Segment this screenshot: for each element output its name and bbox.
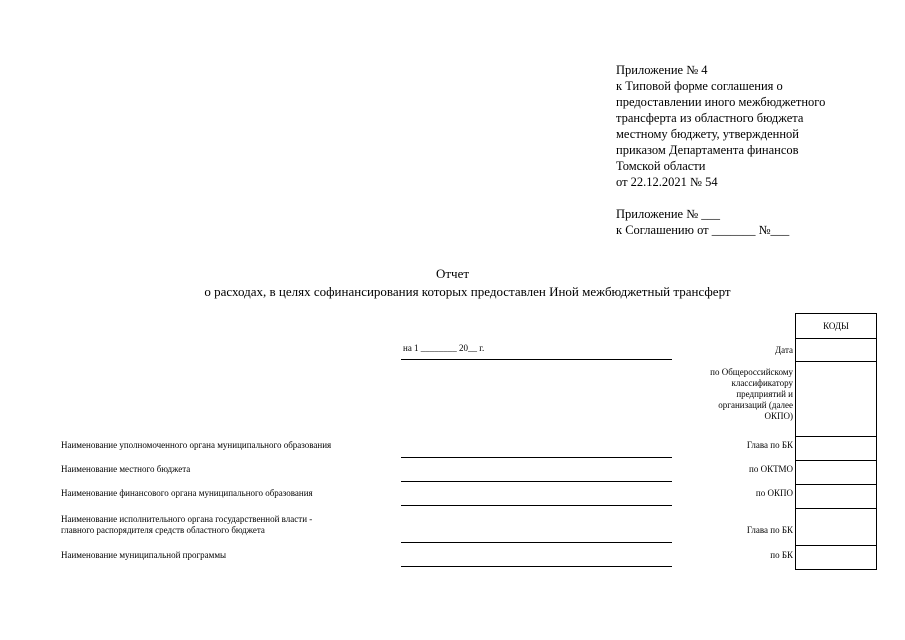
code-cell-chapter-bk[interactable] bbox=[796, 437, 877, 461]
code-cell-oktmo[interactable] bbox=[796, 461, 877, 485]
code-label-date: Дата bbox=[775, 345, 793, 355]
agreement-reference: к Соглашению от _______ №___ bbox=[616, 223, 790, 237]
appendix-line: Приложение № 4 bbox=[616, 63, 708, 77]
code-cell-date[interactable] bbox=[796, 339, 877, 362]
code-label-okpo: по ОКПО bbox=[755, 488, 793, 498]
row-label-executive-body-line1: Наименование исполнительного органа государственной власти - bbox=[61, 514, 313, 524]
code-label-chapter-bk: Глава по БК bbox=[746, 440, 793, 450]
financial-body-field[interactable] bbox=[401, 505, 672, 506]
appendix-line: к Типовой форме соглашения о bbox=[616, 79, 783, 93]
code-cell-okpo[interactable] bbox=[796, 485, 877, 509]
appendix-line: Томской области bbox=[616, 159, 706, 173]
code-cell-okpo-org[interactable] bbox=[796, 362, 877, 437]
codes-header: КОДЫ bbox=[796, 314, 877, 339]
report-title: Отчет bbox=[435, 266, 470, 281]
codes-table bbox=[795, 313, 877, 570]
row-label-executive-body-line2: главного распорядителя средств областного бюджета bbox=[61, 525, 265, 535]
municipal-program-field[interactable] bbox=[401, 566, 672, 567]
agreement-appendix-number: Приложение № ___ bbox=[616, 207, 721, 221]
authorized-body-field[interactable] bbox=[401, 457, 672, 458]
local-budget-field[interactable] bbox=[401, 481, 672, 482]
code-label-chapter-bk-2: Глава по БК bbox=[746, 525, 793, 535]
row-label-local-budget: Наименование местного бюджета bbox=[61, 464, 191, 474]
code-label-bk: по БК bbox=[770, 550, 793, 560]
report-date-field: на 1 ________ 20__ г. bbox=[403, 343, 485, 353]
code-cell-chapter-bk-2[interactable] bbox=[796, 509, 877, 546]
date-underline bbox=[401, 359, 672, 360]
code-label-okpo-description: по Общероссийскому классификатору предприятий и организаций (далее ОКПО) bbox=[710, 367, 793, 421]
row-label-financial-body: Наименование финансового органа муниципального образования bbox=[61, 488, 313, 498]
appendix-line: предоставлении иного межбюджетного bbox=[616, 95, 826, 109]
appendix-line: трансферта из областного бюджета bbox=[616, 111, 804, 125]
code-label-oktmo: по ОКТМО bbox=[749, 464, 793, 474]
row-label-municipal-program: Наименование муниципальной программы bbox=[61, 550, 227, 560]
executive-body-field[interactable] bbox=[401, 542, 672, 543]
appendix-line: от 22.12.2021 № 54 bbox=[616, 175, 718, 189]
report-subtitle: о расходах, в целях софинансирования которых предоставлен Иной межбюджетный трансферт bbox=[204, 284, 731, 299]
code-cell-bk[interactable] bbox=[796, 546, 877, 570]
appendix-line: приказом Департамента финансов bbox=[616, 143, 799, 157]
appendix-header bbox=[616, 62, 886, 238]
row-label-authorized-body: Наименование уполномоченного органа муниципального образования bbox=[61, 440, 332, 450]
appendix-line: местному бюджету, утвержденной bbox=[616, 127, 799, 141]
